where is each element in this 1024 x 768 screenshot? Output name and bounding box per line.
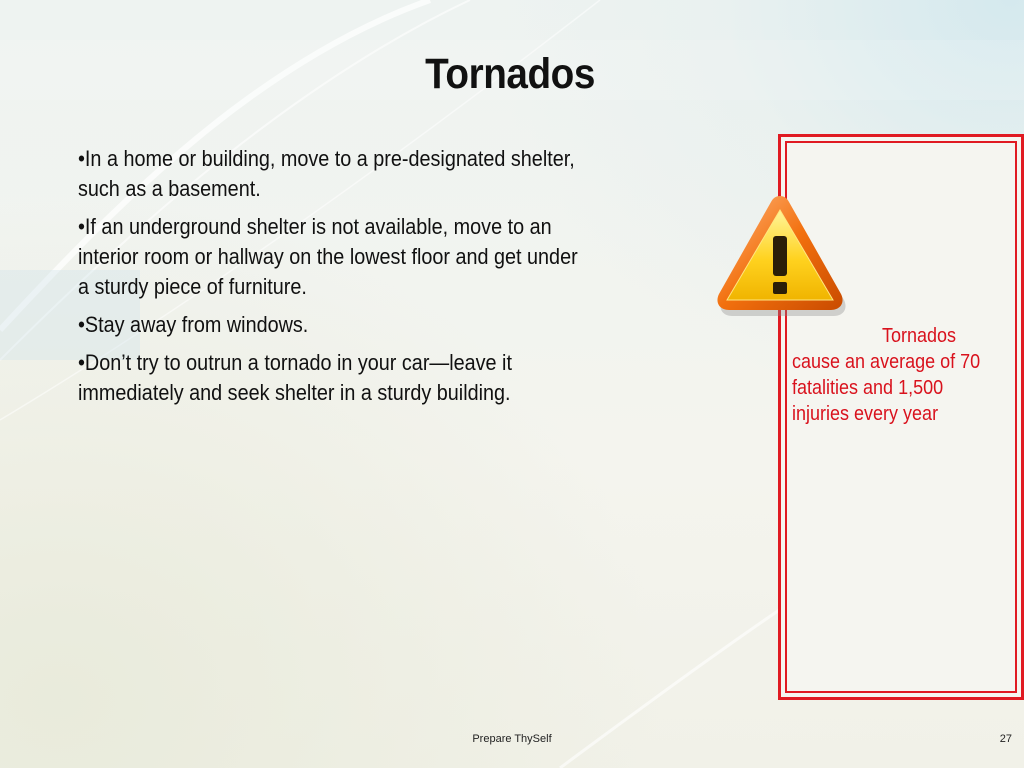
footer-title: Prepare ThySelf bbox=[472, 733, 552, 745]
warning-exclamation-icon bbox=[713, 192, 847, 318]
bullet-item: •Stay away from windows. bbox=[78, 312, 309, 337]
bullet-item: •In a home or building, move to a pre-designated shelter, such as a basement. bbox=[78, 146, 575, 201]
callout-fact-line2: cause an average of 70 fatalities and 1,500 injuries every year bbox=[792, 351, 981, 425]
bullet-list bbox=[78, 144, 582, 416]
callout-fact-text bbox=[792, 323, 1001, 427]
bullet-item: •If an underground shelter is not available, move to an interior room or hallway on the lowest floor and get under a sturdy piece of furniture. bbox=[78, 214, 578, 299]
bullet-item: •Don’t try to outrun a tornado in your car—leave it immediately and seek shelter in a sturdy building. bbox=[78, 350, 512, 405]
slide-title: Tornados bbox=[425, 50, 595, 98]
callout-fact-line1: Tornados bbox=[882, 325, 957, 347]
page-number: 27 bbox=[999, 733, 1012, 745]
